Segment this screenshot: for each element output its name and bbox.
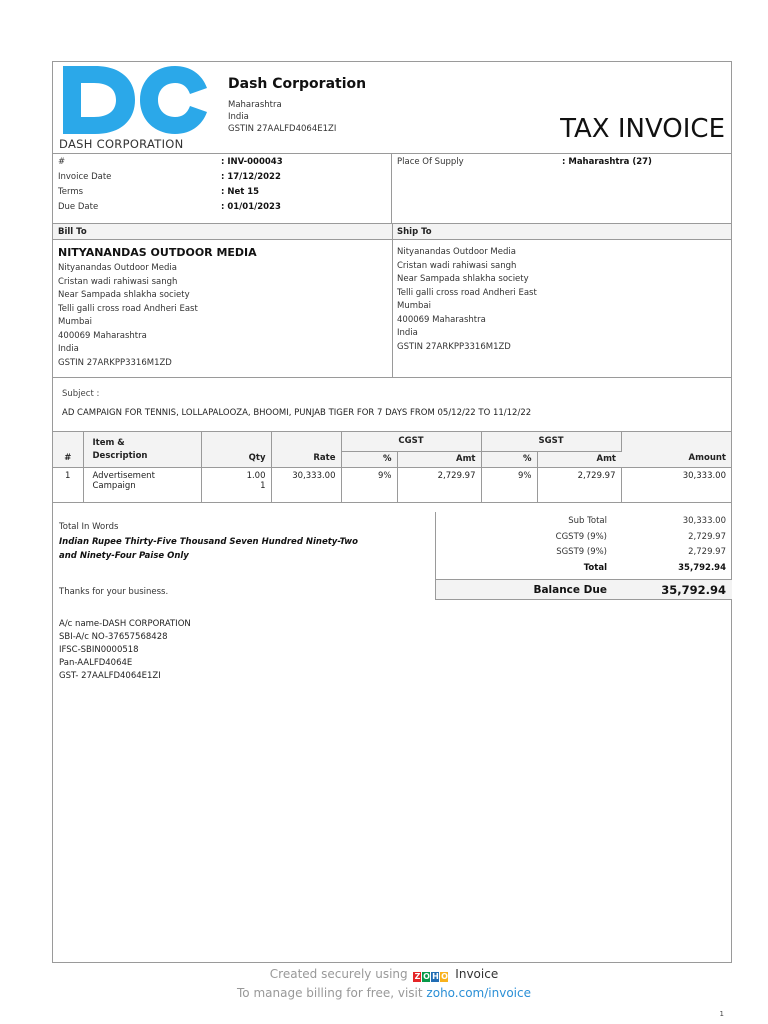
cell-rate: 30,333.00 <box>271 467 341 502</box>
cell-description <box>83 467 201 502</box>
cell-sgst-amt: 2,729.97 <box>537 467 621 502</box>
totals-label: SGST9 (9%) <box>556 547 607 557</box>
totals-value: 30,333.00 <box>682 516 726 526</box>
col-cgst-pct: % <box>341 451 397 467</box>
balance-due-label: Balance Due <box>533 584 607 596</box>
invoice-header <box>53 62 731 154</box>
table-row <box>53 467 731 502</box>
totals-label: CGST9 (9%) <box>555 532 607 542</box>
meta-left <box>53 154 392 223</box>
col-rate: Rate <box>271 432 341 467</box>
address-line: Nityanandas Outdoor Media <box>58 263 177 273</box>
zoho-letter: O <box>423 972 430 981</box>
thanks-note: Thanks for your business. <box>59 587 169 597</box>
address-body <box>53 240 731 378</box>
cell-amount: 30,333.00 <box>621 467 731 502</box>
totals-label: Sub Total <box>568 516 607 526</box>
document-title: TAX INVOICE <box>560 114 725 144</box>
totals-box <box>435 512 731 600</box>
totals-value: 35,792.94 <box>678 563 726 573</box>
col-number: # <box>53 432 83 467</box>
cell-cgst-pct: 9% <box>341 467 397 502</box>
subject-label: Subject : <box>62 389 100 399</box>
address-line: Mumbai <box>397 301 431 311</box>
company-state: Maharashtra <box>228 100 282 110</box>
col-description <box>83 432 201 467</box>
address-line: Mumbai <box>58 317 92 327</box>
divider <box>392 224 393 240</box>
col-cgst-amt: Amt <box>397 451 481 467</box>
company-name: Dash Corporation <box>228 76 367 92</box>
description-line: Advertisement <box>92 470 155 481</box>
bill-to-address <box>58 246 257 370</box>
cell-cgst-amt: 2,729.97 <box>397 467 481 502</box>
balance-due-row <box>436 579 732 599</box>
col-cgst: CGST <box>341 432 481 451</box>
line-items-table <box>53 432 731 503</box>
address-line: Cristan wadi rahiwasi sangh <box>397 260 517 271</box>
address-line: Nityanandas Outdoor Media <box>397 247 516 257</box>
place-of-supply <box>397 157 652 167</box>
total-in-words-line: Indian Rupee Thirty-Five Thousand Seven Hundred Ninety-Two <box>59 537 358 547</box>
address-line: Telli galli cross road Andheri East <box>58 303 198 314</box>
bank-line: IFSC-SBIN0000518 <box>59 645 139 655</box>
address-line: Near Sampada shlakha society <box>58 290 190 300</box>
col-amount: Amount <box>621 432 731 467</box>
place-of-supply-label: Place Of Supply <box>397 157 464 167</box>
meta-value: : 01/01/2023 <box>221 202 281 212</box>
meta-row-terms <box>58 187 259 197</box>
divider <box>392 240 393 378</box>
zoho-invoice-link[interactable]: zoho.com/invoice <box>426 986 531 1000</box>
bank-line: GST- 27AALFD4064E1ZI <box>59 671 161 681</box>
ship-to-header: Ship To <box>397 227 432 237</box>
page-number: 1 <box>719 1010 724 1018</box>
bank-line: Pan-AALFD4064E <box>59 658 133 668</box>
total-in-words-label: Total In Words <box>59 522 119 532</box>
address-line: Cristan wadi rahiwasi sangh <box>58 276 178 287</box>
qty-unit: 1 <box>260 480 266 491</box>
footer-created-line <box>0 967 768 982</box>
bill-to-header: Bill To <box>58 227 87 237</box>
address-header-bar <box>53 224 731 240</box>
totals-value: 2,729.97 <box>688 532 726 542</box>
meta-label: Invoice Date <box>58 172 112 182</box>
total-in-words <box>59 522 399 563</box>
bank-line: SBI-A/c NO-37657568428 <box>59 632 168 642</box>
invoice-document <box>52 61 732 963</box>
footer-manage-line <box>0 986 768 1000</box>
footer-prefix: Created securely using <box>269 967 408 981</box>
total-in-words-line: and Ninety-Four Paise Only <box>59 551 189 561</box>
bank-line: A/c name-DASH CORPORATION <box>59 619 191 629</box>
col-description-label: Item & Description <box>92 437 148 461</box>
meta-value: : Net 15 <box>221 187 260 197</box>
description-line: Campaign <box>92 480 136 491</box>
zoho-logo <box>413 968 449 982</box>
meta-label: Terms <box>58 187 84 197</box>
balance-due-value: 35,792.94 <box>661 583 726 597</box>
col-qty: Qty <box>201 432 271 467</box>
address-line: India <box>397 328 418 338</box>
footer-product: Invoice <box>455 967 499 981</box>
place-of-supply-value: : Maharashtra (27) <box>562 157 652 167</box>
bank-details <box>59 618 191 683</box>
totals-label: Total <box>583 563 607 573</box>
meta-row-due-date <box>58 202 281 212</box>
zoho-letter: H <box>432 972 439 981</box>
address-line: GSTIN 27ARKPP3316M1ZD <box>58 357 172 368</box>
ship-to-address <box>397 246 537 354</box>
col-sgst-amt: Amt <box>537 451 621 467</box>
address-line: GSTIN 27ARKPP3316M1ZD <box>397 341 511 352</box>
col-sgst: SGST <box>481 432 621 451</box>
address-line: 400069 Maharashtra <box>58 330 147 341</box>
meta-label: # <box>58 157 66 167</box>
address-line: Near Sampada shlakha society <box>397 274 529 284</box>
cell-number: 1 <box>53 467 83 502</box>
meta-value: : INV-000043 <box>221 157 283 167</box>
zoho-letter: O <box>441 972 448 981</box>
meta-label: Due Date <box>58 202 99 212</box>
zoho-letter: Z <box>414 972 421 981</box>
totals-value: 2,729.97 <box>688 547 726 557</box>
invoice-meta <box>53 154 731 224</box>
company-gstin: GSTIN 27AALFD4064E1ZI <box>228 124 337 134</box>
company-country: India <box>228 112 249 122</box>
meta-row-number <box>58 157 283 167</box>
meta-row-invoice-date <box>58 172 281 182</box>
subject-text: AD CAMPAIGN FOR TENNIS, LOLLAPALOOZA, BHOOMI, PUNJAB TIGER FOR 7 DAYS FROM 05/12/22 TO 11/12/22 <box>62 408 532 418</box>
address-line: India <box>58 344 79 354</box>
subject-section <box>53 378 731 432</box>
meta-value: : 17/12/2022 <box>221 172 281 182</box>
footer-manage-prefix: To manage billing for free, visit <box>237 986 423 1000</box>
bill-to-name: NITYANANDAS OUTDOOR MEDIA <box>58 246 257 259</box>
logo-caption: DASH CORPORATION <box>59 137 184 151</box>
cell-qty <box>201 467 271 502</box>
company-block <box>228 76 366 135</box>
address-line: Telli galli cross road Andheri East <box>397 287 537 298</box>
qty-value: 1.00 <box>246 470 266 481</box>
address-line: 400069 Maharashtra <box>397 314 486 325</box>
col-sgst-pct: % <box>481 451 537 467</box>
cell-sgst-pct: 9% <box>481 467 537 502</box>
